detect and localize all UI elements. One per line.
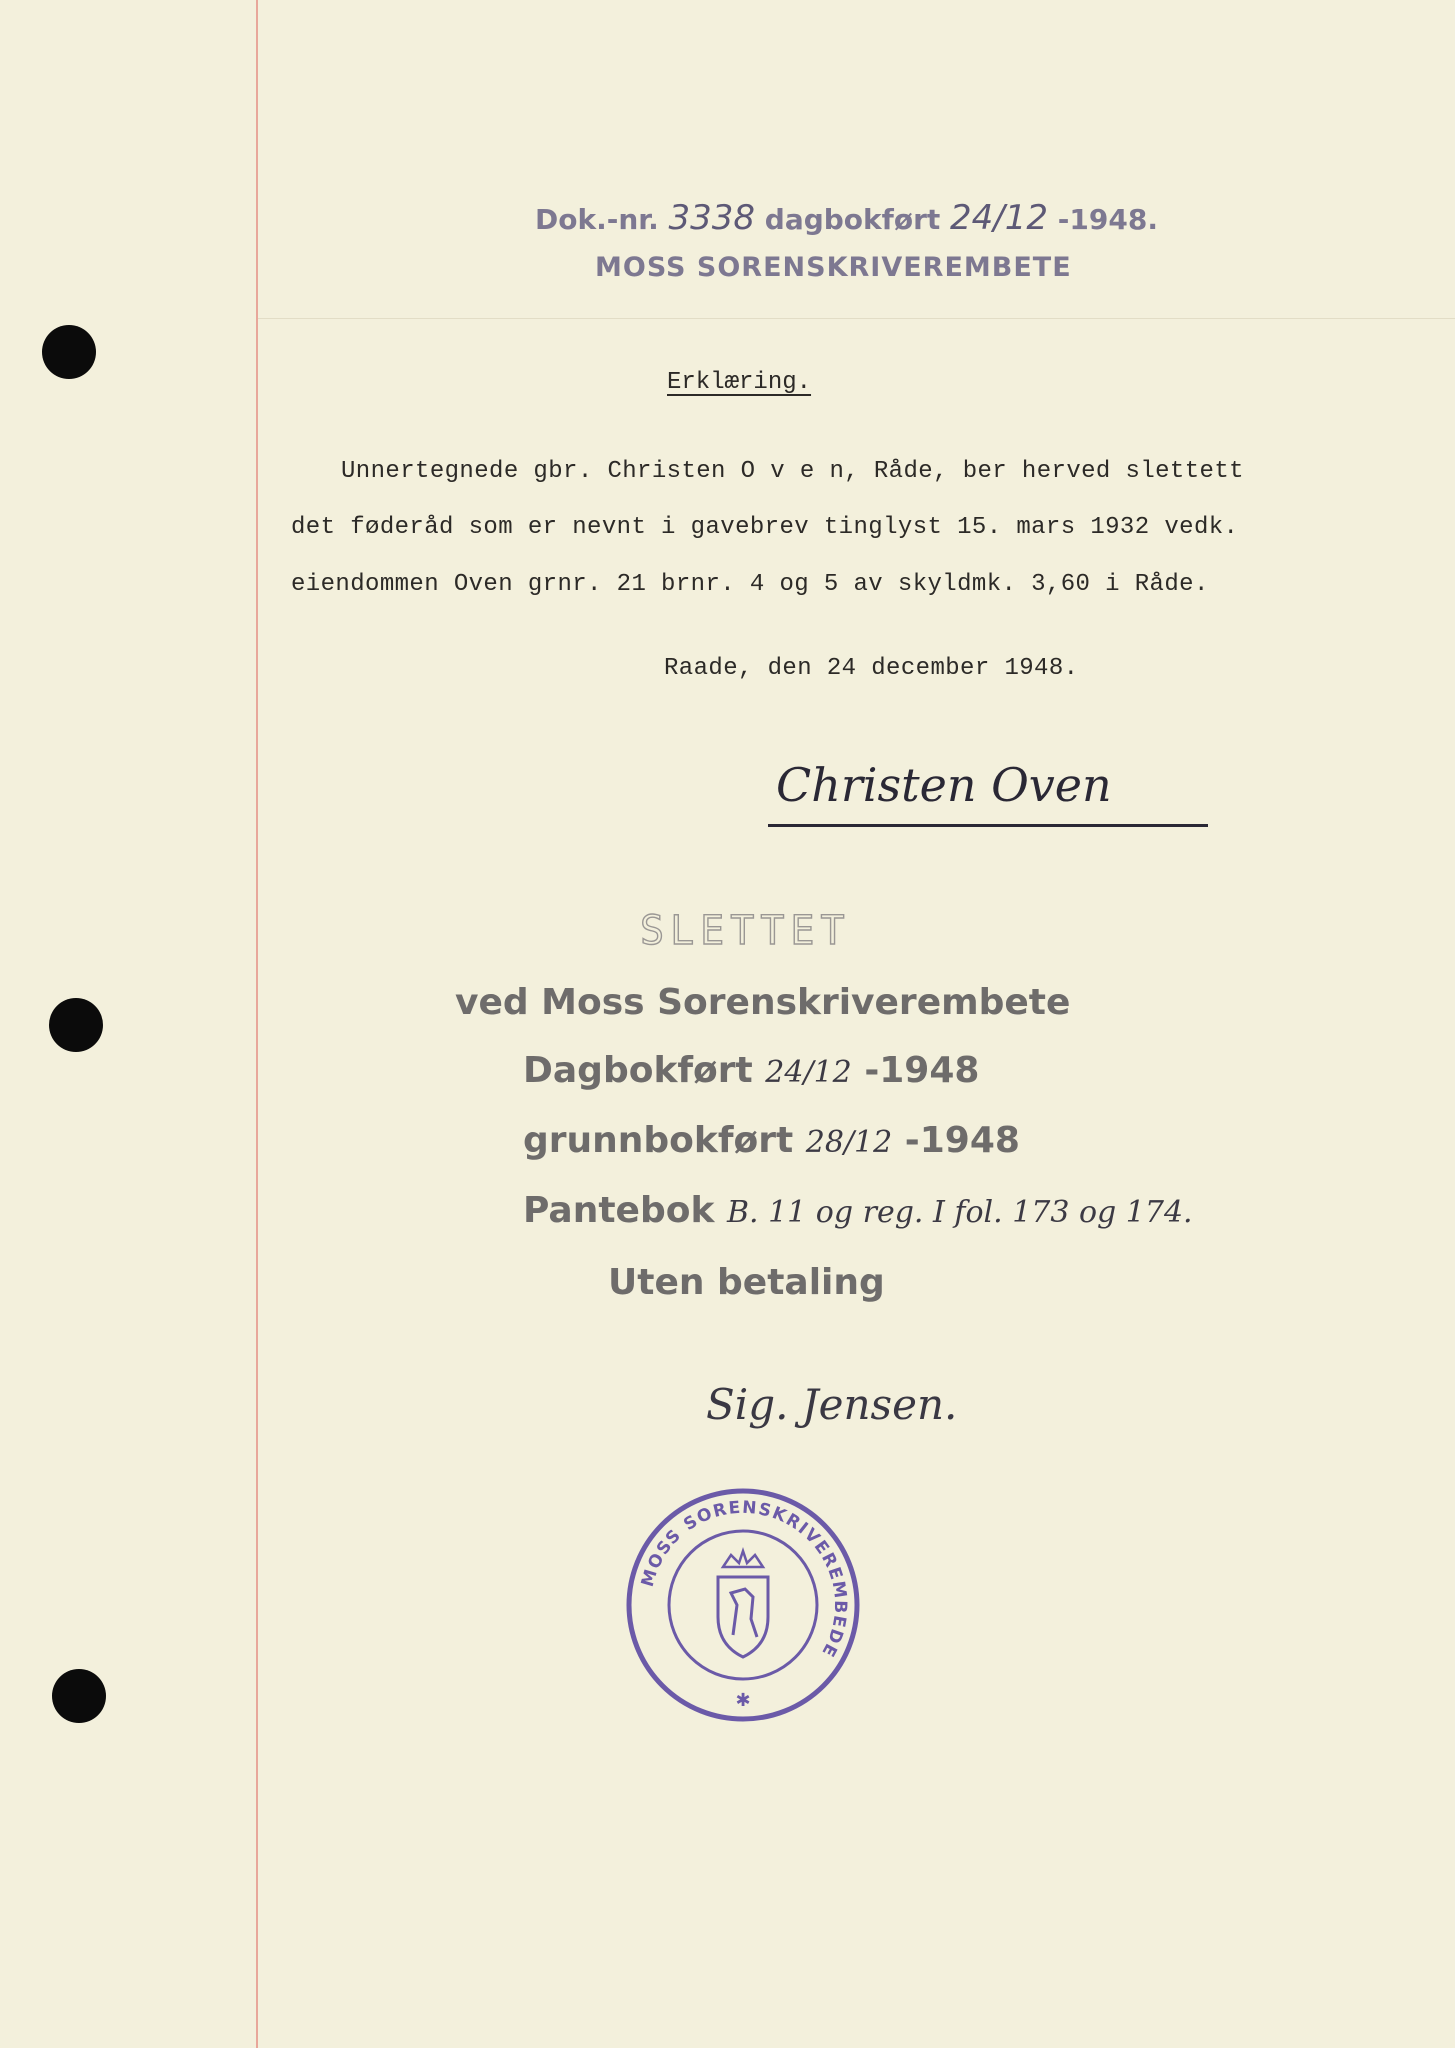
header-divider [258, 318, 1455, 319]
slettet-stamp: SLETTET [640, 908, 851, 954]
reg-dagbokfort-value: 24/12 [765, 1055, 852, 1090]
clerk-signature: Sig. Jensen. [706, 1380, 958, 1429]
doc-prefix: Dok.-nr. [535, 203, 659, 236]
reg-dagbokfort [523, 1050, 979, 1091]
declaration-line-3: eiendommen Oven grnr. 21 brnr. 4 og 5 av skyldmk. 3,60 i Råde. [291, 571, 1209, 598]
seal-outer-ring [629, 1491, 857, 1719]
reg-pantebok-value: B. 11 og reg. I fol. 173 og 174. [726, 1195, 1193, 1230]
reg-office-line: ved Moss Sorenskriverembete [455, 982, 1071, 1023]
doc-number: 3338 [668, 198, 756, 238]
dagbokfort-date: 24/12 [950, 198, 1049, 238]
declarant-signature: Christen Oven [776, 758, 1112, 812]
punch-hole-bottom [52, 1669, 106, 1723]
reg-payment: Uten betaling [608, 1262, 885, 1303]
reg-grunnbokfort-year: -1948 [904, 1120, 1020, 1161]
place-date: Raade, den 24 december 1948. [664, 655, 1079, 682]
punch-hole-middle [49, 998, 103, 1052]
reg-dagbokfort-label: Dagbokført [523, 1050, 753, 1091]
declaration-line-1: Unnertegnede gbr. Christen O v e n, Råde, ber herved slettett [341, 458, 1244, 485]
declaration-line-2: det føderåd som er nevnt i gavebrev tinglyst 15. mars 1932 vedk. [291, 514, 1239, 541]
reg-dagbokfort-year: -1948 [864, 1050, 980, 1091]
reg-pantebok [523, 1190, 1193, 1231]
seal-star-icon: ✱ [735, 1690, 751, 1711]
office-stamp: MOSS SORENSKRIVEREMBETE [595, 252, 1072, 283]
dagbokfort-label: dagbokført [764, 203, 941, 236]
coat-of-arms-icon [718, 1551, 768, 1657]
reg-grunnbokfort-label: grunnbokført [523, 1120, 794, 1161]
header-year: -1948. [1057, 203, 1158, 236]
official-seal [623, 1485, 863, 1725]
margin-rule [256, 0, 258, 2048]
declaration-title: Erklæring. [667, 369, 812, 396]
reg-grunnbokfort-value: 28/12 [805, 1125, 893, 1160]
signature-underline [768, 824, 1208, 827]
reg-pantebok-label: Pantebok [523, 1190, 715, 1231]
punch-hole-top [42, 325, 96, 379]
reg-grunnbokfort [523, 1120, 1020, 1161]
seal-text: MOSS SORENSKRIVEREMBEDE [637, 1497, 851, 1662]
journal-stamp [535, 198, 1158, 238]
